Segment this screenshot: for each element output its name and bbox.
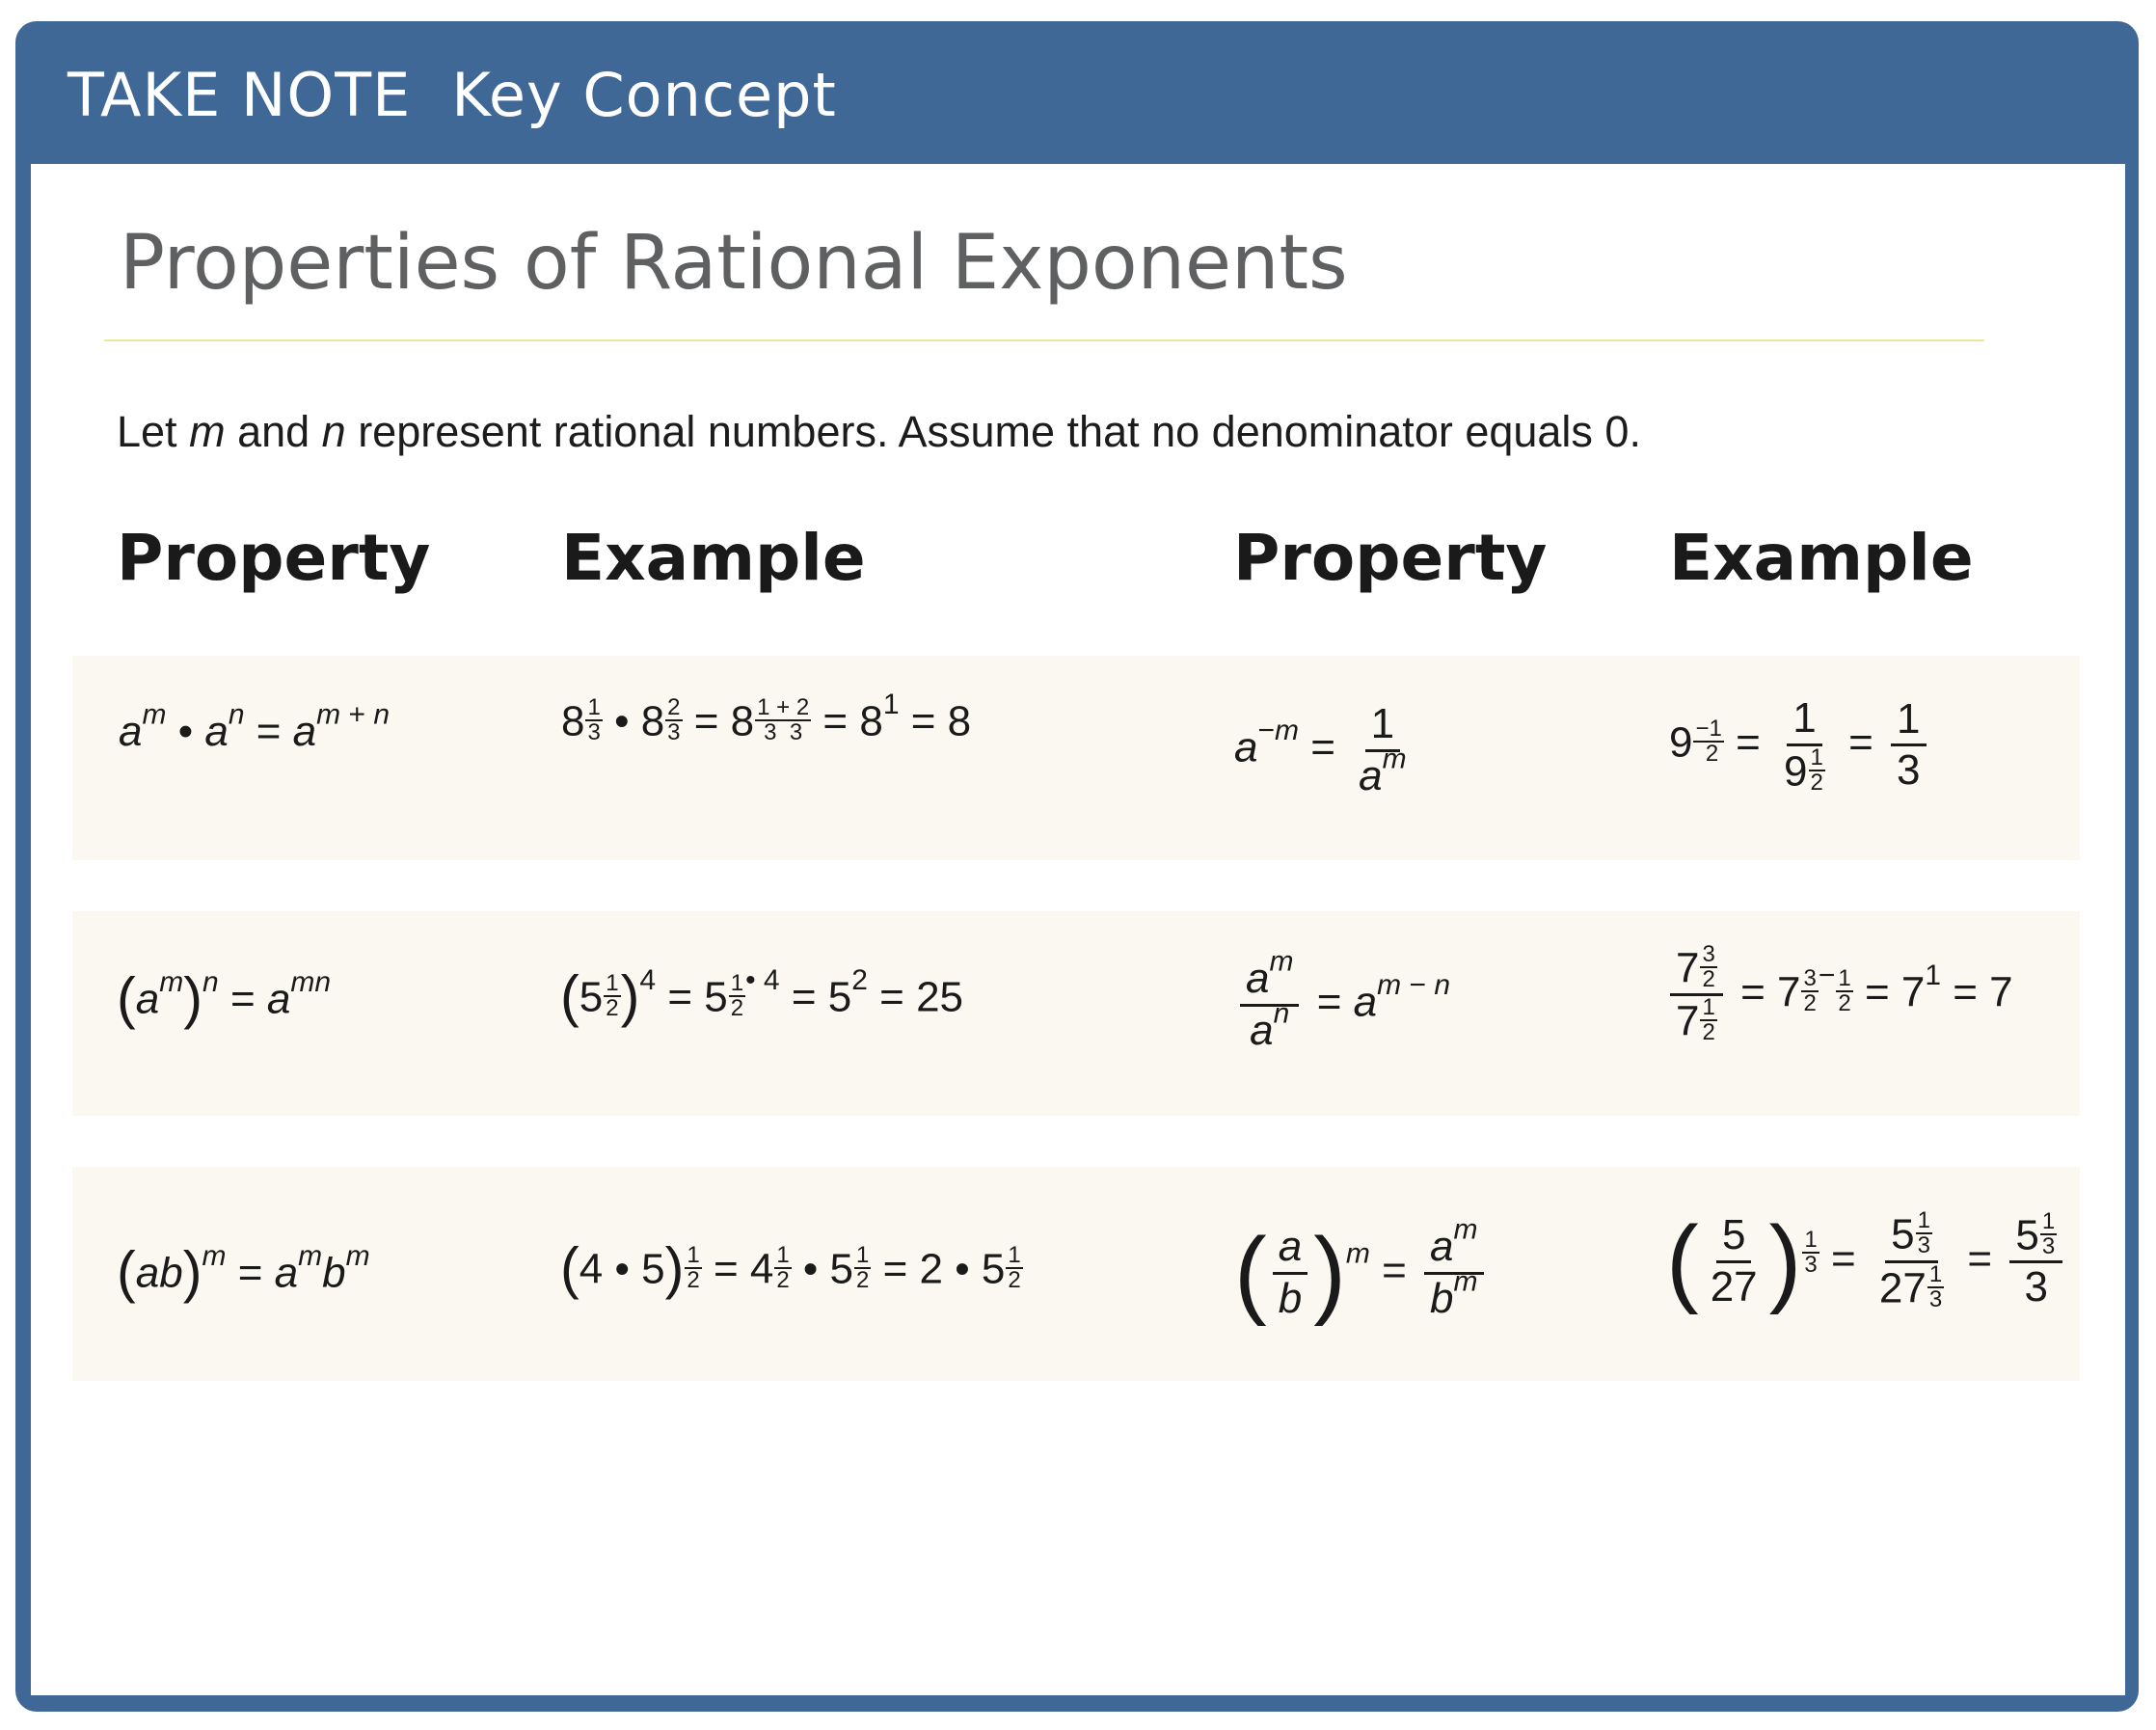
take-note-header (67, 60, 837, 130)
intro-text: Let m and n represent rational numbers. Assume that no denominator equals 0. (117, 407, 1641, 456)
example-power-of-power: (5 $\frac{1}{2}$ )$^4$ = 5 $\frac{1}{2}$ $^{• 4} = 5^2 = 25$ (560, 963, 964, 1028)
key-concept-label: Key Concept (451, 60, 837, 130)
example-product-of-powers: 8 $\frac{1}{3}$ • 8 $\frac{2}{3}$ = 8 $\frac{1 + 2}{3 3}$ = $8^1 = 8$ (561, 689, 972, 745)
formula-power-of-quotient: ( $\frac{a}{b}$ )$^m$ = $\frac{a^m}{b^m}$ (1234, 1217, 1490, 1329)
example-quotient-of-powers: 7 $\frac{3}{2}$ 7 $\frac{1}{2}$ = 7 $\frac{3}{2}$ − $\frac{1}{2}$ = $7^1 = 7$ (1664, 943, 2013, 1046)
column-header-example-left: Example (561, 521, 866, 595)
example-negative-exponent: 9 $\frac{-1}{2}$ = 1 9 $\frac{1}{2}$ = $\frac{1}{3}$ (1669, 694, 1932, 797)
column-header-example-right: Example (1669, 521, 1974, 595)
page-title: Properties of Rational Exponents (120, 220, 1348, 307)
example-power-of-product: (4 • 5) $\frac{1}{2}$ = 4 $\frac{1}{2}$ • 5 $\frac{1}{2}$ = 2 • 5 $\frac{1}{2}$ (560, 1235, 1021, 1300)
formula-negative-exponent: $a^{-m}$ = $\frac{1}{a^m}$ (1234, 700, 1407, 799)
formula-power-of-power: $(a^m)^n = a^{mn}$ (117, 965, 332, 1030)
column-header-property-right: Property (1233, 521, 1548, 595)
example-power-of-quotient: ( $\frac{5}{27}$ ) $\frac{1}{3}$ = 5 $\frac{1}{3}$ 27 $\frac{1}{3}$ = 5 $\frac{1}{3}$ 3 (1666, 1205, 2068, 1317)
formula-product-of-powers: $a^m$ • $a^n = a^{m + n}$ (119, 698, 391, 755)
formula-power-of-product: $(ab)^m = a^mb^m$ (117, 1239, 370, 1304)
take-note-label: TAKE NOTE (67, 60, 412, 130)
title-divider (104, 339, 1984, 341)
column-header-property-left: Property (117, 521, 431, 595)
formula-quotient-of-powers: $\frac{a^m}{a^n}$ = $a^{m - n}$ (1234, 955, 1450, 1055)
